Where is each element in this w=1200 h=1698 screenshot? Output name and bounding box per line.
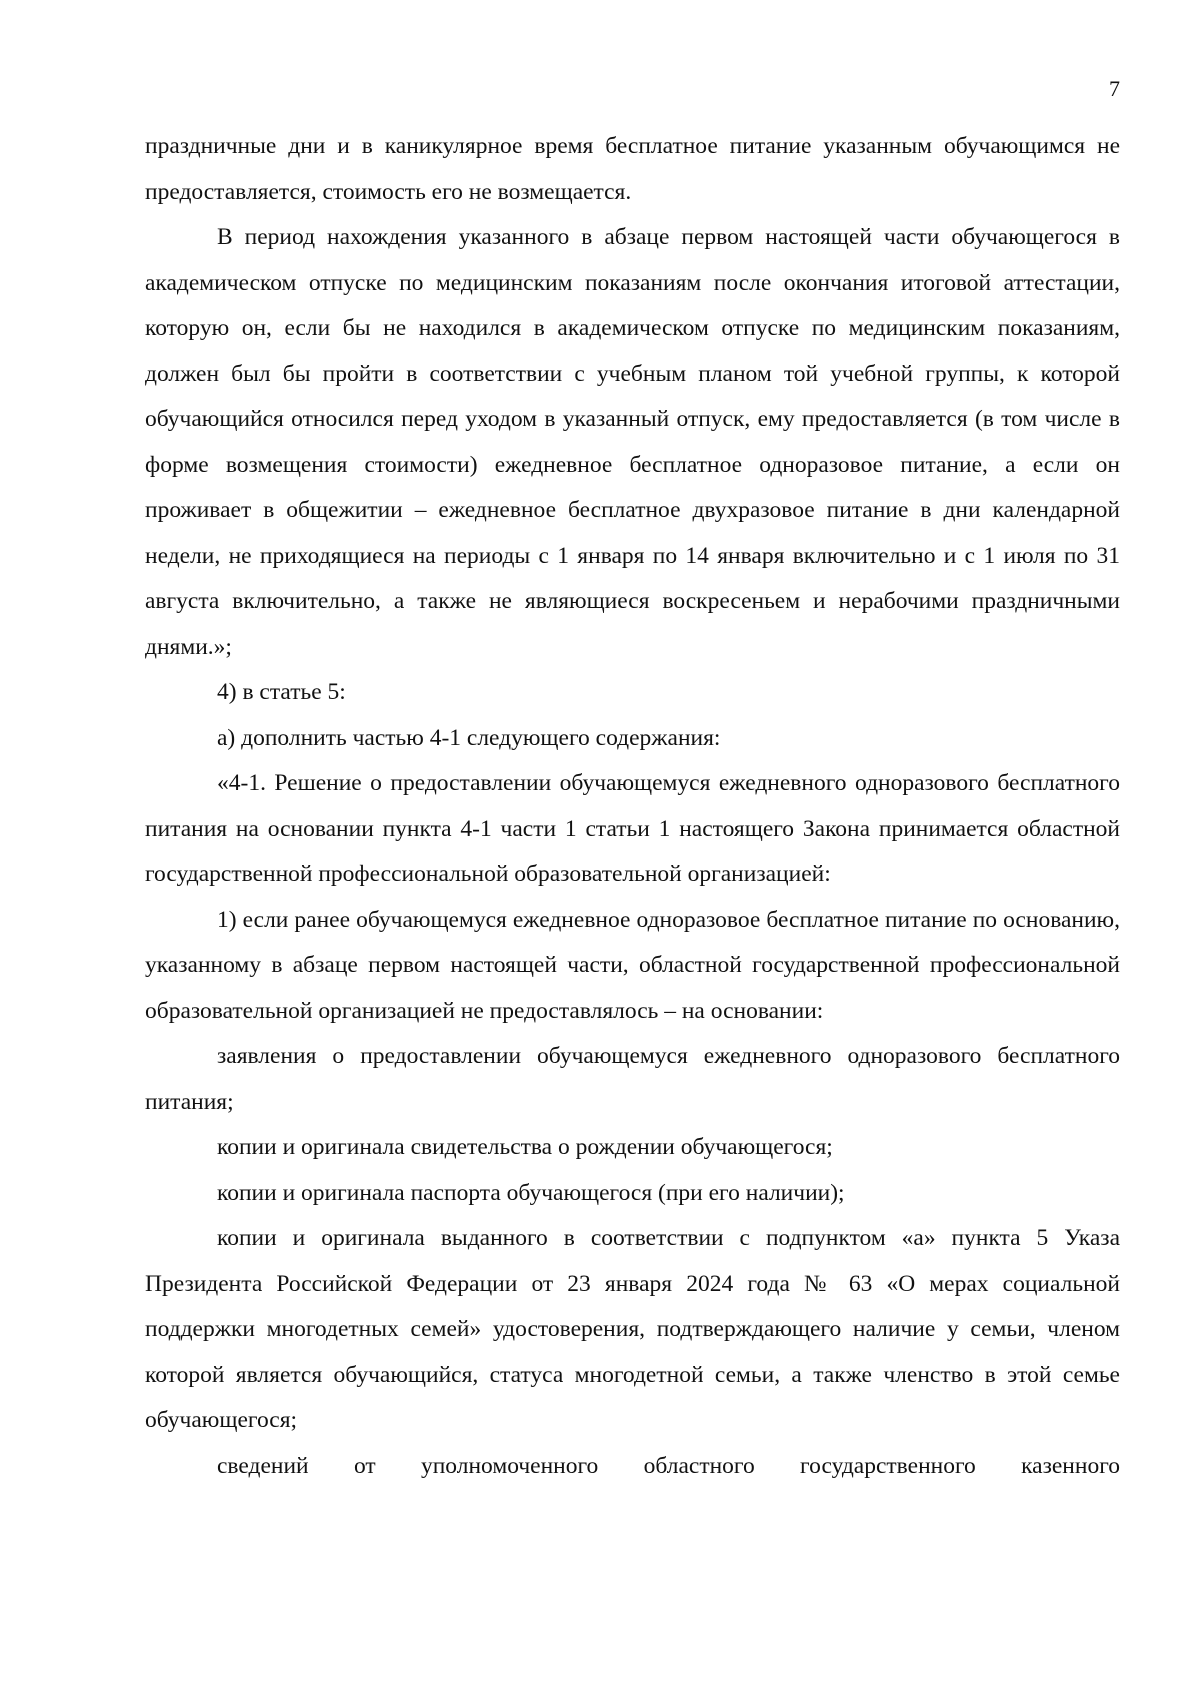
paragraph: сведений от уполномоченного областного государственного казенного [217, 1452, 1120, 1479]
paragraph: 1) если ранее обучающемуся ежедневное одноразовое бесплатное питание по основанию, указанному в абзаце первом настоящей части, областной государственной профессиональной образовательной организацией не предоставлялось – на основании: [145, 906, 1120, 1024]
document-body [145, 124, 1120, 1489]
paragraph: «4-1. Решение о предоставлении обучающемуся ежедневного одноразового бесплатного питания на основании пункта 4-1 части 1 статьи 1 настоящего Закона принимается областной государственной профессиональной образовательной организацией: [145, 770, 1120, 887]
paragraph: 4) в статье 5: [217, 679, 346, 705]
paragraph: заявления о предоставлении обучающемуся ежедневного одноразового бесплатного питания; [145, 1043, 1120, 1115]
paragraph: копии и оригинала паспорта обучающегося (при его наличии); [217, 1179, 845, 1206]
paragraph: а) дополнить частью 4-1 следующего содержания: [217, 724, 721, 751]
page-number: 7 [1109, 76, 1120, 101]
paragraph: В период нахождения указанного в абзаце первом настоящей части обучающегося в академическом отпуске по медицинским показаниям после окончания итоговой аттестации, которую он, если бы не находился в академическом отпуске по медицинским показаниям, должен был бы пройти в соответствии с учебным планом той учебной группы, к которой обучающийся относился перед уходом в указанный отпуск, ему предоставляется (в том числе в форме возмещения стоимости) ежедневное бесплатное одноразовое питание, а если он проживает в общежитии – ежедневное бесплатное двухразовое питание в дни календарной недели, не приходящиеся на периоды с 1 января по 14 января включительно и с 1 июля по 31 августа включительно, а также не являющиеся воскресеньем и нерабочими праздничными днями.»; [145, 224, 1120, 660]
paragraph: копии и оригинала свидетельства о рождении обучающегося; [217, 1134, 833, 1160]
paragraph: праздничные дни и в каникулярное время бесплатное питание указанным обучающимся не предоставляется, стоимость его не возмещается. [145, 133, 1120, 205]
paragraph: копии и оригинала выданного в соответствии с подпунктом «а» пункта 5 Указа Президента Российской Федерации от 23 января 2024 года № 63 «О мерах социальной поддержки многодетных семей» удостоверения, подтверждающего наличие у семьи, членом которой является обучающийся, статуса многодетной семьи, а также членство в этой семье обучающегося; [145, 1225, 1120, 1433]
